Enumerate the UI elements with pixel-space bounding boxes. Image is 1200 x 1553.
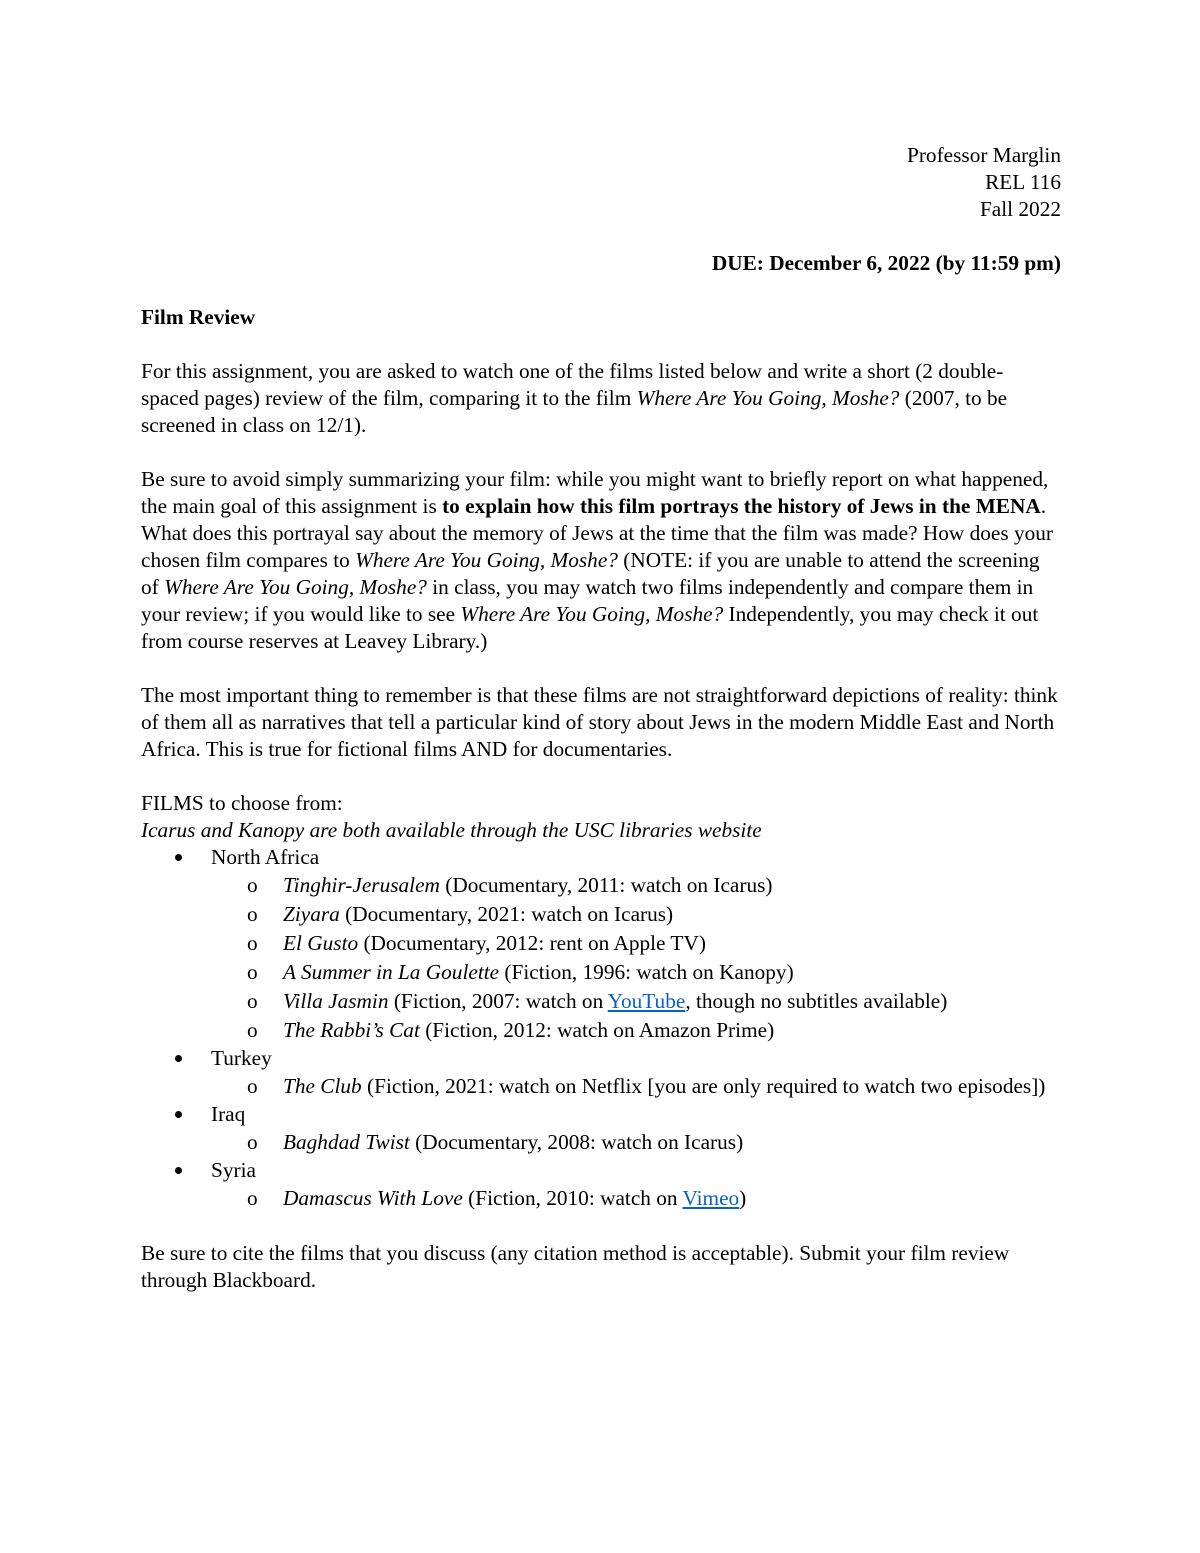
- film-details: (Documentary, 2011: watch on Icarus): [439, 873, 773, 897]
- intro-text-a: For this assignment, you are asked to watch one of the films listed below and write a short (2 double-spaced pages) review of the film, comparing it to the film: [141, 359, 1004, 410]
- document-page: [141, 142, 1061, 1294]
- film-details: (Documentary, 2012: rent on Apple TV): [358, 931, 706, 955]
- region-item: [141, 844, 1061, 1045]
- closing-paragraph: Be sure to cite the films that you discuss (any citation method is acceptable). Submit your film review through Blackboard.: [141, 1241, 1010, 1292]
- region-name: Syria: [211, 1158, 256, 1182]
- intro-paragraph: [141, 358, 1061, 439]
- region-item: [141, 1157, 1061, 1213]
- film-list: [211, 1072, 1061, 1101]
- films-note: Icarus and Kanopy are both available through the USC libraries website: [141, 818, 762, 842]
- film-details: (Documentary, 2021: watch on Icarus): [339, 902, 674, 926]
- film-details-tail: , though no subtitles available): [685, 989, 948, 1013]
- film-item: [211, 987, 1061, 1016]
- course-header: [141, 142, 1061, 223]
- goal-text-e: Independently, you may check it out from course reserves at Leavey Library.): [141, 602, 1039, 653]
- region-name: North Africa: [211, 845, 320, 869]
- film-details: (Fiction, 2007: watch on: [388, 989, 608, 1013]
- film-item: [211, 958, 1061, 987]
- sub-bullet-marker: o: [247, 873, 258, 897]
- film-item: [211, 929, 1061, 958]
- course-code: REL 116: [985, 170, 1061, 194]
- film-details: (Fiction, 1996: watch on Kanopy): [499, 960, 794, 984]
- film-list: [211, 1128, 1061, 1157]
- professor-name: Professor Marglin: [907, 143, 1061, 167]
- film-title: Villa Jasmin: [283, 989, 389, 1013]
- film-title: Damascus With Love: [283, 1186, 463, 1210]
- film-details: (Documentary, 2008: watch on Icarus): [409, 1130, 744, 1154]
- sub-bullet-marker: o: [247, 960, 258, 984]
- film-details: (Fiction, 2021: watch on Netflix [you are only required to watch two episodes]): [361, 1074, 1046, 1098]
- goal-emphasis: to explain how this film portrays the history of Jews in the MENA: [442, 494, 1041, 518]
- region-item: [141, 1101, 1061, 1157]
- region-name: Iraq: [211, 1102, 246, 1126]
- intro-text-b: (2007, to be screened in class on 12/1).: [141, 386, 1008, 437]
- goal-film-title-1: Where Are You Going, Moshe?: [355, 548, 618, 572]
- goal-text-c: (NOTE: if you are unable to attend the screening of: [141, 548, 1040, 599]
- film-item: [211, 1072, 1061, 1101]
- sub-bullet-marker: o: [247, 1186, 258, 1210]
- film-item: [211, 1128, 1061, 1157]
- film-list: [211, 1184, 1061, 1213]
- film-details: (Fiction, 2012: watch on Amazon Prime): [419, 1018, 775, 1042]
- film-region-list: [141, 844, 1061, 1213]
- film-title: Tinghir-Jerusalem: [283, 873, 440, 897]
- film-source-link[interactable]: YouTube: [607, 989, 686, 1013]
- goal-film-title-3: Where Are You Going, Moshe?: [460, 602, 724, 626]
- film-source-link[interactable]: Vimeo: [682, 1186, 740, 1210]
- sub-bullet-marker: o: [247, 1018, 258, 1042]
- sub-bullet-marker: o: [247, 902, 258, 926]
- goal-paragraph: [141, 466, 1061, 655]
- sub-bullet-marker: o: [247, 1130, 258, 1154]
- sub-bullet-marker: o: [247, 931, 258, 955]
- films-heading: FILMS to choose from:: [141, 791, 343, 815]
- film-title: A Summer in La Goulette: [283, 960, 500, 984]
- goal-text-d: in class, you may watch two films independently and compare them in your review; if you would like to see: [141, 575, 1034, 626]
- sub-bullet-marker: o: [247, 1074, 258, 1098]
- film-item: [211, 1184, 1061, 1213]
- film-title: El Gusto: [283, 931, 359, 955]
- film-title: Ziyara: [283, 902, 340, 926]
- sub-bullet-marker: o: [247, 989, 258, 1013]
- due-date: DUE: December 6, 2022 (by 11:59 pm): [711, 251, 1061, 275]
- region-name: Turkey: [211, 1046, 272, 1070]
- film-title: The Rabbi’s Cat: [283, 1018, 420, 1042]
- goal-text-a: Be sure to avoid simply summarizing your film: while you might want to briefly report on what happened, the main goal of this assignment is: [141, 467, 1049, 518]
- film-list: [211, 871, 1061, 1045]
- film-item: [211, 1016, 1061, 1045]
- region-item: [141, 1045, 1061, 1101]
- film-details-tail: ): [739, 1186, 747, 1210]
- goal-film-title-2: Where Are You Going, Moshe?: [164, 575, 427, 599]
- film-title: Baghdad Twist: [283, 1130, 410, 1154]
- film-title: The Club: [283, 1074, 362, 1098]
- goal-text-b: . What does this portrayal say about the memory of Jews at the time that the film was made? How does your chosen film compares to: [141, 494, 1053, 572]
- assignment-title: Film Review: [141, 305, 256, 329]
- film-item: [211, 900, 1061, 929]
- important-paragraph: The most important thing to remember is that these films are not straightforward depictions of reality: think of them all as narratives that tell a particular kind of story about Jews in the modern Middle East and North Africa. This is true for fictional films AND for documentaries.: [141, 683, 1058, 761]
- intro-film-title: Where Are You Going, Moshe?: [636, 386, 900, 410]
- term: Fall 2022: [979, 197, 1061, 221]
- film-item: [211, 871, 1061, 900]
- film-details: (Fiction, 2010: watch on: [462, 1186, 683, 1210]
